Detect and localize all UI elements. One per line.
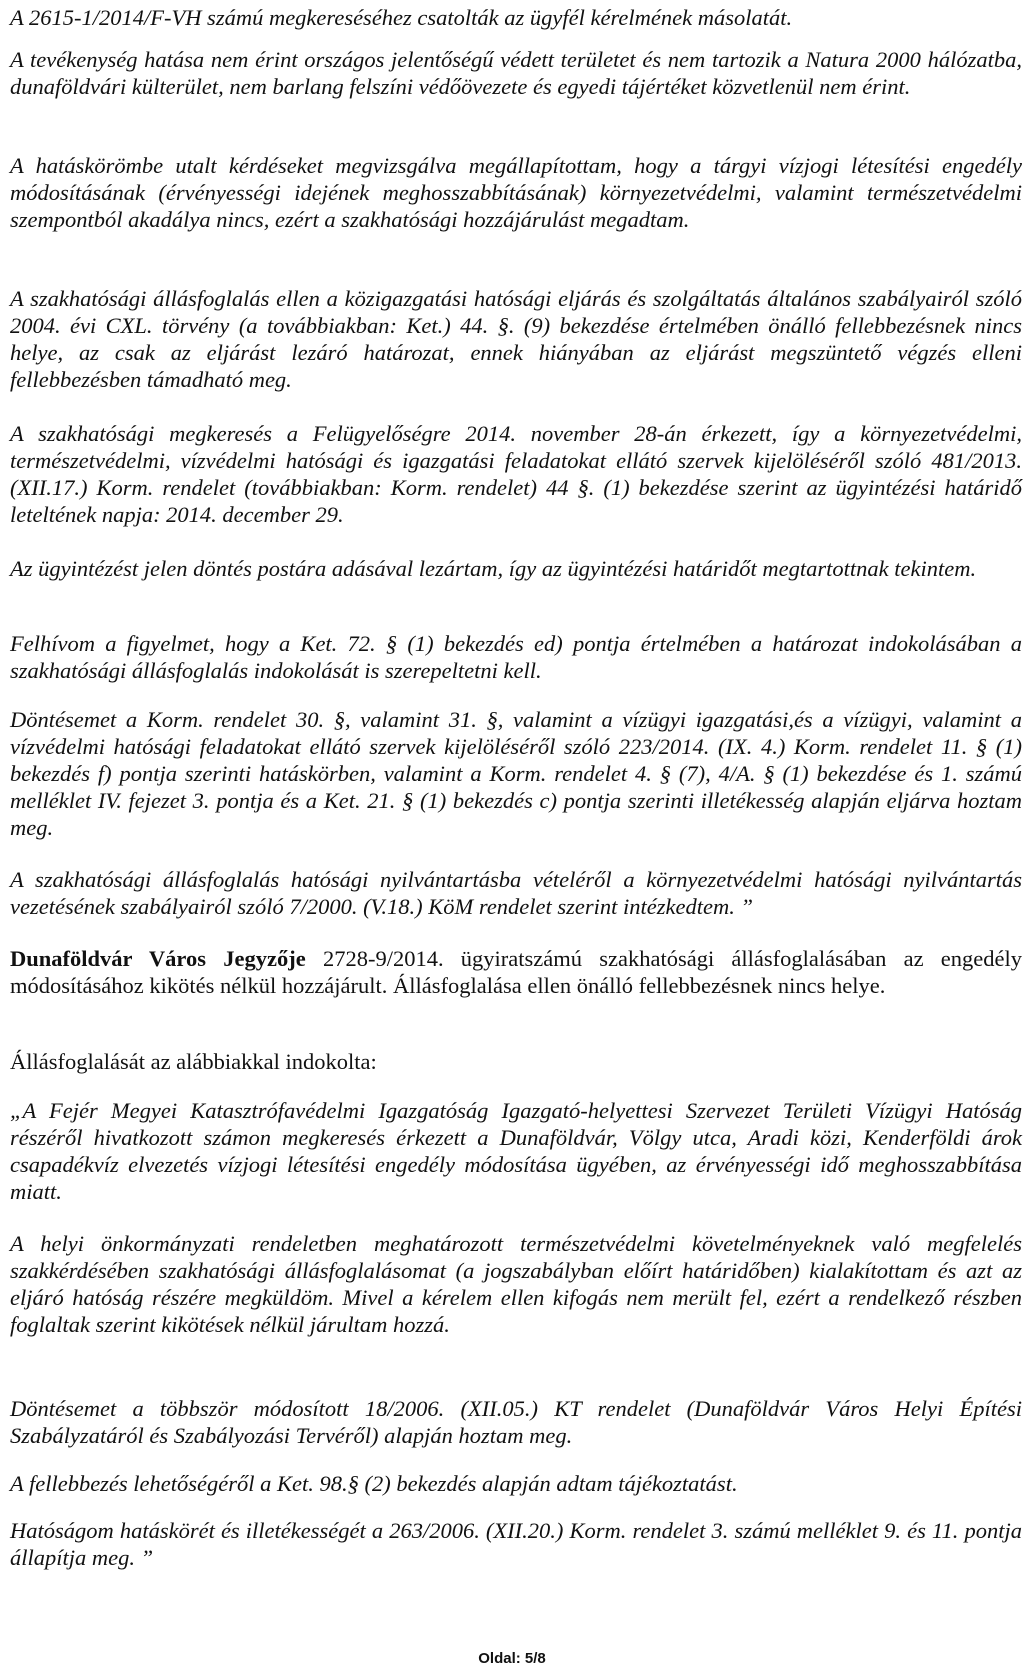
- paragraph-natura-2000: A tevékenység hatása nem érint országos jelentőségű védett területet és nem tartozik a Natura 2000 hálózatba, dunaföldvári külterület, nem barlang felszíni védőövezete és egyedi tájértéket közvetlenül nem érint.: [10, 47, 1022, 99]
- paragraph-figyelem-ket-72: Felhívom a figyelmet, hogy a Ket. 72. § (1) bekezdés ed) pontja értelmében a határozat indokolásában a szakhatósági állásfoglalás indokolását is szerepeltetni kell.: [10, 631, 1022, 683]
- quote-paragraph-ktr-rendelet: Döntésemet a többször módosított 18/2006. (XII.05.) KT rendelet (Dunaföldvár Város Helyi Építési Szabályzatáról és Szabályozási Tervéről) alapján hoztam meg.: [10, 1396, 1022, 1448]
- paragraph-ugyfel-kerelem: A 2615-1/2014/F-VH számú megkereséséhez csatolták az ügyfél kérelmének másolatát.: [10, 5, 793, 30]
- paragraph-jegyzo-allasfoglalas: [10, 945, 1022, 999]
- jegyzo-bold-lead: Dunaföldvár Város Jegyzője: [10, 946, 306, 971]
- page-number-footer: Oldal: 5/8: [478, 1650, 546, 1667]
- quote-paragraph-hataskor-illetekesseg: Hatóságom hatáskörét és illetékességét a 263/2006. (XII.20.) Korm. rendelet 3. számú melléklet 9. és 11. pontja állapítja meg. ”: [10, 1518, 1022, 1570]
- paragraph-dontes-alapja: Döntésemet a Korm. rendelet 30. §, valamint 31. §, valamint a vízügyi igazgatási,és a vízügyi, valamint a vízvédelmi hatósági feladatokat ellátó szervek kijelöléséről szóló 223/2014. (IX. 4.) Korm. rendelet 11. § (1) bekezdés f) pontja szerinti hatáskörben, valamint a Korm. rendelet 4. § (7), 4/A. § (1) bekezdése és 1. számú melléklet IV. fejezet 3. pontja és a Ket. 21. § (1) bekezdés c) pontja szerinti illetékesség alapján eljárva hoztam meg.: [10, 707, 1022, 840]
- paragraph-megkereses-hatarido: A szakhatósági megkeresés a Felügyelőségre 2014. november 28-án érkezett, így a környezetvédelmi, természetvédelmi, vízvédelmi hatósági és igazgatási feladatokat ellátó szervek kijelöléséről szóló 481/2013. (XII.17.) Korm. rendelet (továbbiakban: Korm. rendelet) 44 §. (1) bekezdése szerint az ügyintézési határidő leteltének napja: 2014. december 29.: [10, 421, 1022, 527]
- paragraph-hataskor-vizsgalat: A hatáskörömbe utalt kérdéseket megvizsgálva megállapítottam, hogy a tárgyi vízjogi létesítési engedély módosításának (érvényességi idejének meghosszabbításának) környezetvédelmi, valamint természetvédelmi szempontból akadálya nincs, ezért a szakhatósági hozzájárulást megadtam.: [10, 153, 1022, 232]
- jegyzo-rest-text: 2728-9/2014. ügyiratszámú szakhatósági állásfoglalásában az engedély módosításához kikötés nélkül hozzájárult. Állásfoglalása ellen önálló fellebbezésnek nincs helye.: [10, 946, 1023, 998]
- paragraph-indokolta: Állásfoglalását az alábbiakkal indokolta:: [10, 1049, 377, 1074]
- quote-paragraph-fellebbezes-tajekoztatas: A fellebbezés lehetőségéről a Ket. 98.§ (2) bekezdés alapján adtam tájékoztatást.: [10, 1471, 738, 1496]
- paragraph-fellebbezes-ket: A szakhatósági állásfoglalás ellen a közigazgatási hatósági eljárás és szolgáltatás általános szabályairól szóló 2004. évi CXL. törvény (a továbbiakban: Ket.) 44. §. (9) bekezdése értelmében önálló fellebbezésnek nincs helye, az csak az eljárást lezáró határozat, ennek hiányában az eljárást megszüntető végzés elleni fellebbezésben támadható meg.: [10, 286, 1022, 392]
- quote-paragraph-kovetelmenyek: A helyi önkormányzati rendeletben meghatározott természetvédelmi követelményeknek való megfelelés szakkérdésében szakhatósági állásfoglalásomat (a jogszabályban előírt határidőben) kialakítottam és azt az eljáró hatóság részére megküldöm. Mivel a kérelem ellen kifogás nem merült fel, ezért a rendelkező részben foglaltak szerint kikötések nélkül járultam hozzá.: [10, 1231, 1022, 1337]
- quote-paragraph-megkereses: „A Fejér Megyei Katasztrófavédelmi Igazgatóság Igazgató-helyettesi Szervezet Területi Vízügyi Hatóság részéről hivatkozott számon megkeresés érkezett a Dunaföldvár, Völgy utca, Aradi közi, Kenderföldi árok csapadékvíz elvezetés vízjogi létesítési engedély módosítása ügyében, az érvényességi idő meghosszabbítása miatt.: [10, 1098, 1022, 1204]
- paragraph-nyilvantartas: A szakhatósági állásfoglalás hatósági nyilvántartásba vételéről a környezetvédelmi hatósági nyilvántartás vezetésének szabályairól szóló 7/2000. (V.18.) KöM rendelet szerint intézkedtem. ”: [10, 867, 1022, 919]
- paragraph-ugyintezes-lezaras: Az ügyintézést jelen döntés postára adásával lezártam, így az ügyintézési határidőt megtartottnak tekintem.: [10, 556, 977, 581]
